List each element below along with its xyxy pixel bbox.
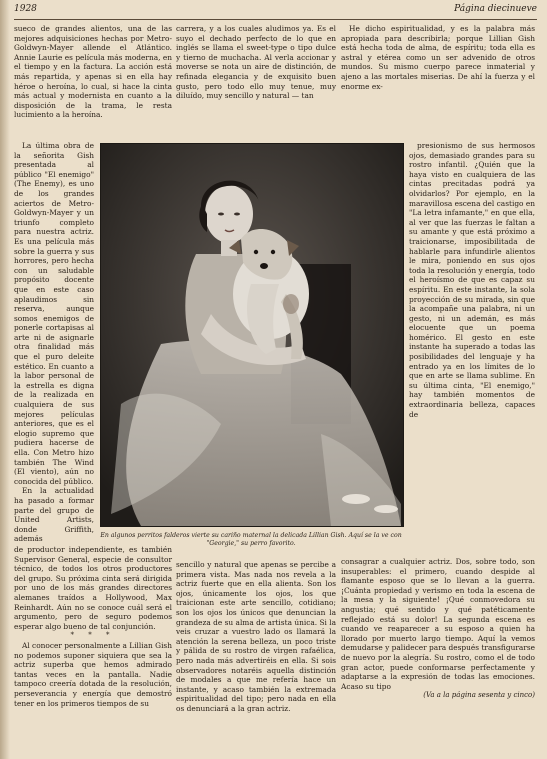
paragraph: sencillo y natural que apenas se percibe a primera vista. Mas nada nos revela a la actriz fuerte que en ella alienta. Son los ojos, únicamente los ojos, los que traicionan este arte sencillo, cotidiano; son los ojos los únicos que denuncian la grandeza de su alma de artista única. Si la veis cruzar a vuestro lado os llamará la atención la serena belleza, un poco triste y pálida de su rostro de virgen rafaélica, pero nada más advertiréis en ella. Si sois observadores notaréis aquella distinción de modales a que me refería hace un instante, y acaso también la extremada espiritualidad del tipo; pero nada en ella os denunciará a la gran actriz.	[176, 560, 336, 713]
header-year: 1928	[14, 4, 37, 14]
paragraph: Al conocer personalmente a Lillian Gish no podemos suponer siquiera que sea la actriz superba que hemos admirado tantas veces en la pantalla. Nadie tampoco creería dotada de la resolución, perseverancia y energía que demostró tener en los primeros tiempos de su	[14, 640, 172, 708]
page-fold-shadow	[0, 0, 10, 759]
header-rule	[14, 19, 537, 20]
paragraph: He dicho espiritualidad, y es la palabra más apropiada para describirla; porque Lillian Gish está hecha toda de alma, de espíritu; toda ella es astral y etérea como un ser advenido de otros mundos. Su mismo cuerpo parece inmaterial y ajeno a las mortales miserias. De ahí la fuerza y el enorme ex-	[341, 24, 535, 91]
column-2-top	[176, 24, 336, 139]
column-1-narrow	[14, 141, 94, 544]
paragraph: carrera, y a los cuales aludimos ya. Es el suyo el dechado perfecto de lo que en inglés se llama el sweet-type o tipo dulce y tierno de muchacha. Al verla accionar y moverse se nota un aire de distinción, de refinada elegancia y de exquisito buen gusto, pero todo ello muy tenue, muy diluído, muy sencillo y natural — tan	[176, 24, 336, 101]
photo-caption: En algunos perritos falderos vierte su cariño maternal la delicada Lillian Gish. Aquí se la ve con "Georgie," su perro favorito.	[100, 532, 402, 547]
column-3-narrow	[409, 141, 535, 556]
column-2-bottom	[176, 560, 336, 752]
header-page-label: Página diecinueve	[454, 4, 537, 14]
paragraph: En la actualidad ha pasado a formar parte del grupo de United Artists, donde Griffith, además	[14, 486, 94, 544]
paragraph: de productor independiente, es también Supervisor General, especie de consultor técnico, de todos los otros productores del grupo. Su próxima cinta será dirigida por uno de los más grandes directores alemanes traídos a Hollywood, Max Reinhardt. Aún no se conoce cuál será el argumento, pero de seguro podemos esperar algo bueno de tal conjunción.	[14, 545, 172, 631]
photograph-woman-with-dog	[100, 143, 404, 527]
paragraph: La última obra de la señorita Gish presentada al público "El enemigo" (The Enemy), es uno de los grandes aciertos de Metro-Goldwyn-Mayer y un triunfo completo para nuestra actriz. Es una película más sobre la guerra y sus horrores, pero hecha con un saludable propósito docente que en este caso aplaudimos sin reserva, aunque somos enemigos de ponerle cortapisas al arte ni de asignarle otra finalidad más que el puro deleite estético. En cuanto a la labor personal de la estrella es digna de la realizada en cualquiera de sus mejores películas anteriores, que es el elogio supremo que pudiera hacerse de ella. Con Metro hizo también The Wind (El viento), aún no conocida del público.	[14, 141, 94, 486]
photo-illustration	[101, 144, 403, 526]
section-separator: * * *	[70, 631, 116, 640]
column-1-top	[14, 24, 172, 141]
column-3-top	[341, 24, 535, 141]
continuation-note: (Va a la página sesenta y cinco)	[423, 691, 535, 700]
paragraph: presionismo de sus hermosos ojos, demasiado grandes para su rostro infantil. ¿Quién que la haya visto en cualquiera de las cintas precitadas podrá ya olvidarlos? Por ejemplo, en la maravillosa escena del castigo en "La letra infamante," en que ella, al ver que las fuerzas le faltan a su amante y que está próximo a traicionarse, imposibilitada de hablarle para infundirle alientos le mira, poniendo en sus ojos toda la resolución y energía, todo el heroísmo de que es capaz su espíritu. En este instante, la sola proyección de su mirada, sin que la acompañe una palabra, ni un gesto, ni un ademán, es más elocuente que un poema homérico. El gesto en este instante ha superado a todas las posibilidades del lenguaje y ha entrado ya en los límites de lo que en arte se llama sublime. En su última cinta, "El enemigo," hay también momentos de extraordinaria belleza, capaces de	[409, 141, 535, 419]
column-1-bottom	[14, 545, 172, 750]
paragraph: sueco de grandes alientos, una de las mejores adquisiciones hechas por Metro-Goldwyn-Mayer allende el Atlántico. Annie Laurie es película más moderna, en el tiempo y en la factura. La acción está más repartida, y apenas si en ella hay héroe o heroína, lo cual, si hace la cinta más actual y modernista en cuanto a la disposición de la trama, le resta lucimiento a la heroína.	[14, 24, 172, 120]
paragraph: consagrar a cualquier actriz. Dos, sobre todo, son insuperables: el primero, cuando despide al flamante esposo que se lo llevan a la guerra. ¡Cuánta propiedad y verismo en toda la escena de la mesa y la siguiente! ¡Qué conmovedora su angustia; qué sentido y qué patéticamente reflejado está su dolor! La segunda escena es cuando ve reaparecer a su esposo a quien ha llorado por muerto largo tiempo. Aquí la vemos demudarse y palidecer para después transfigurarse de nuevo por la alegría. Su rostro, como el de todo gran actor, puede conformarse perfectamente y adaptarse a la expresión de todas las emociones. Acaso su tipo	[341, 557, 535, 691]
page-header	[14, 4, 537, 18]
column-3-bottom	[341, 557, 535, 743]
